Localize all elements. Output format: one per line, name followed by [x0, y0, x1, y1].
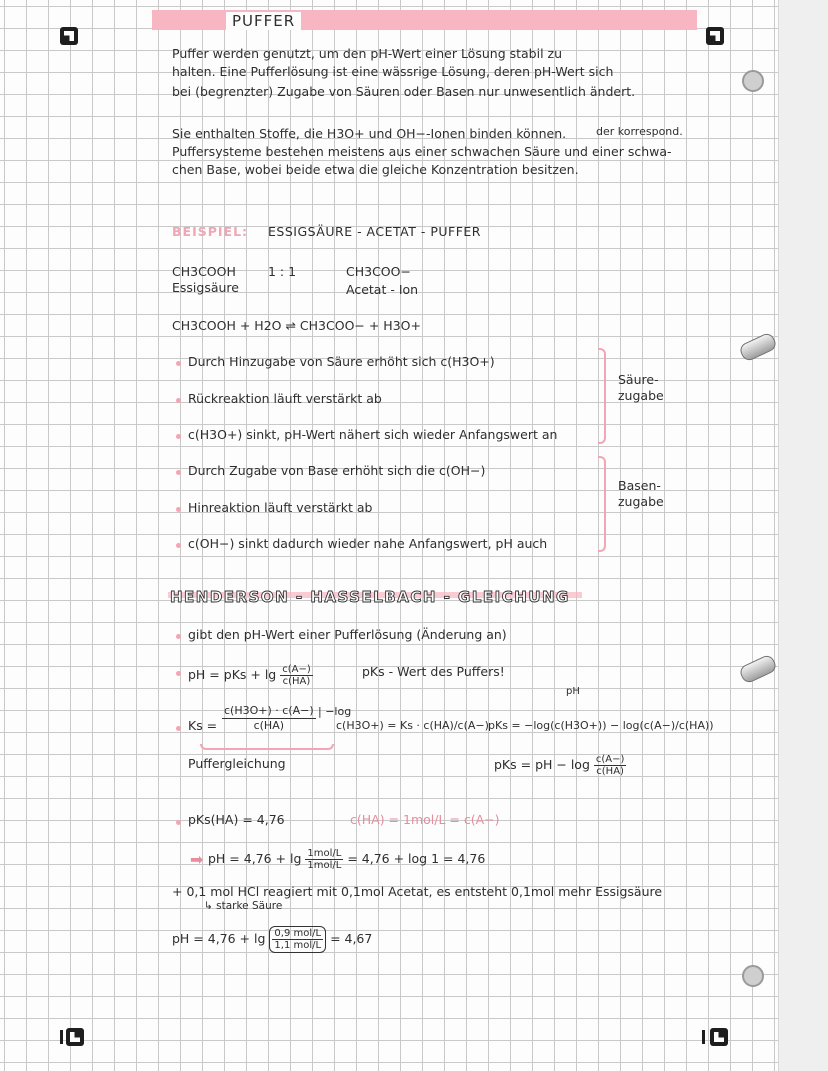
example-title: ESSIGSÄURE - ACETAT - PUFFER — [268, 224, 481, 239]
calc-fraction — [305, 848, 343, 871]
derive-ph-label: pH — [566, 686, 580, 697]
result-numerator: 0,9 mol/L — [274, 928, 322, 939]
result-fraction — [269, 926, 326, 953]
bullet-item: Durch Hinzugabe von Säure erhöht sich c(H3O+) — [188, 354, 495, 369]
derive-2-denominator: c(HA) — [596, 766, 624, 777]
base-formula: CH3COO− — [346, 264, 411, 279]
derive-right: pKs = −log(c(H3O+)) − log(c(A−)/c(HA)) — [488, 719, 714, 732]
bullet-item: Durch Zugabe von Base erhöht sich die c(OH−) — [188, 463, 486, 478]
bullet-icon — [176, 671, 181, 676]
binder-ring-icon — [738, 653, 778, 685]
calc-numerator: 1mol/L — [307, 848, 342, 859]
arrow-icon: ➡ — [190, 850, 204, 869]
acid-side-label-2: zugabe — [618, 388, 664, 403]
intro-line-2: halten. Eine Pufferlösung ist eine wässrige Lösung, deren pH-Wert sich — [172, 64, 614, 79]
bullet-item: Hinreaktion läuft verstärkt ab — [188, 500, 373, 515]
bullet-icon — [176, 726, 181, 731]
hh-formula-pre: pH = pKs + lg — [188, 667, 277, 682]
corner-bar-icon — [702, 1030, 705, 1044]
hh-numerator: c(A−) — [282, 664, 311, 675]
intro-line-1: Puffer werden genutzt, um den pH-Wert einer Lösung stabil zu — [172, 46, 563, 61]
bullet-icon — [176, 470, 181, 475]
punch-hole-icon — [742, 965, 764, 987]
result-line — [172, 926, 372, 953]
result-post: = 4,67 — [330, 931, 373, 946]
ks-fraction — [222, 704, 316, 733]
hh-note: pKs - Wert des Puffers! — [362, 664, 505, 679]
result-pre: pH = 4,76 + lg — [172, 931, 266, 946]
derive-2 — [494, 754, 626, 777]
intro-line-3: bei (begrenzter) Zugabe von Säuren oder Basen nur unwesentlich ändert. — [172, 84, 636, 99]
result-denominator: 1,1 mol/L — [274, 940, 322, 951]
bullet-icon — [176, 634, 181, 639]
concentration-equal: c(HA) = 1mol/L = c(A−) — [350, 812, 500, 827]
acid-name: Essigsäure — [172, 280, 239, 295]
acid-side-label: Säure- — [618, 372, 659, 387]
base-name: Acetat - Ion — [346, 282, 419, 297]
base-side-label: Basen- — [618, 478, 661, 493]
calc-denominator: 1mol/L — [307, 860, 342, 871]
derive-2-fraction — [594, 754, 627, 777]
bullet-icon — [176, 398, 181, 403]
ratio: 1 : 1 — [268, 264, 297, 279]
bullet-item: Rückreaktion läuft verstärkt ab — [188, 391, 382, 406]
pks-value: pKs(HA) = 4,76 — [188, 812, 285, 827]
systems-line-2: Puffersysteme bestehen meistens aus einer schwachen Säure und einer schwa- — [172, 144, 672, 159]
acid-bracket — [598, 348, 606, 444]
ks-denominator: c(HA) — [253, 719, 285, 732]
example-label: BEISPIEL: — [172, 224, 249, 239]
corner-marker-bottom-right — [710, 1028, 728, 1046]
ks-caption: Puffergleichung — [188, 756, 286, 771]
bullet-icon — [176, 361, 181, 366]
page-edge — [778, 0, 828, 1071]
bullet-icon — [176, 820, 181, 825]
base-side-label-2: zugabe — [618, 494, 664, 509]
hh-denominator: c(HA) — [282, 676, 311, 687]
corner-marker-top-left — [60, 27, 78, 45]
corner-bar-icon — [60, 1030, 63, 1044]
henderson-heading: HENDERSON - HASSELBACH - GLEICHUNG — [170, 588, 570, 606]
hcl-addition: + 0,1 mol HCl reagiert mit 0,1mol Acetat, es entsteht 0,1mol mehr Essigsäure — [172, 884, 663, 899]
systems-line-3: chen Base, wobei beide etwa die gleiche Konzentration besitzen. — [172, 162, 579, 177]
derive-2-numerator: c(A−) — [595, 754, 625, 765]
calc-line-pre: pH = 4,76 + lg — [208, 851, 302, 866]
ks-numerator: c(H3O+) · c(A−) — [224, 704, 314, 717]
calc-line-post: = 4,76 + log 1 = 4,76 — [347, 851, 486, 866]
base-bracket — [598, 456, 606, 552]
calc-line — [208, 848, 485, 871]
hcl-note: ↳ starke Säure — [204, 900, 283, 912]
derive-2-pre: pKs = pH − log — [494, 757, 590, 772]
equilibrium-equation: CH3COOH + H2O ⇌ CH3COO− + H3O+ — [172, 318, 421, 333]
bullet-item: c(OH−) sinkt dadurch wieder nahe Anfangswert, pH auch — [188, 536, 548, 551]
corner-marker-bottom-left — [66, 1028, 84, 1046]
ks-label: Ks = — [188, 718, 218, 733]
systems-line-1: Sie enthalten Stoffe, die H3O+ und OH−-Ionen binden können. — [172, 126, 567, 141]
ks-underbrace — [200, 744, 334, 750]
derive-mid: c(H3O+) = Ks · c(HA)/c(A−) — [336, 719, 489, 732]
bullet-icon — [176, 507, 181, 512]
systems-note: der korrespond. — [596, 125, 683, 138]
bullet-item: c(H3O+) sinkt, pH-Wert nähert sich wieder Anfangswert an — [188, 427, 558, 442]
punch-hole-icon — [742, 70, 764, 92]
bullet-icon — [176, 543, 181, 548]
hh-fraction — [280, 664, 313, 687]
acid-formula: CH3COOH — [172, 264, 236, 279]
bullet-icon — [176, 434, 181, 439]
henderson-point: gibt den pH-Wert einer Pufferlösung (Änderung an) — [188, 627, 507, 642]
hh-formula — [188, 664, 313, 687]
ks-log: | −log — [318, 705, 352, 718]
page-title: PUFFER — [226, 12, 301, 30]
corner-marker-top-right — [706, 27, 724, 45]
binder-ring-icon — [738, 331, 778, 363]
